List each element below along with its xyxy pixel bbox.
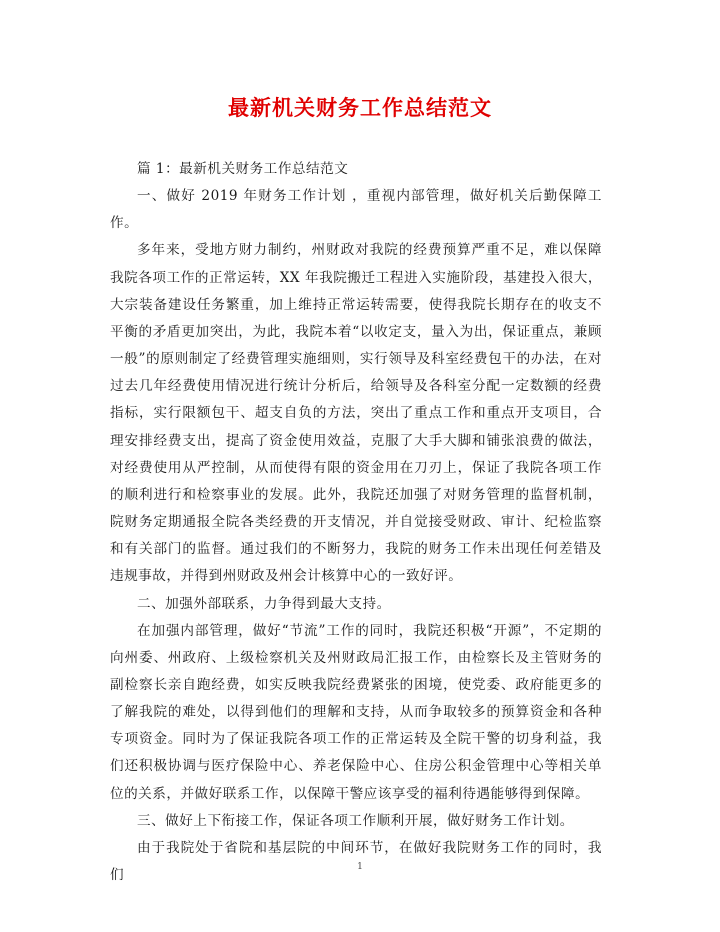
- page-number: 1: [357, 862, 363, 872]
- paragraph: 由于我院处于省院和基层院的中间环节，在做好我院财务工作的同时，我们: [110, 839, 602, 884]
- paragraph: 一、做好 2019 年财务工作计划 ，重视内部管理，做好机关后勤保障工作。: [110, 188, 602, 232]
- paragraph: 二、加强外部联系，力争得到最大支持。: [137, 595, 391, 612]
- paragraph: 多年来，受地方财力制约，州财政对我院的经费预算严重不足，难以保障我院各项工作的正常运转，XX 年我院搬迁工程进入实施阶段，基建投入很大，大宗装备建设任务繁重，加上维持正常运转需要，使得我院长期存在的收支不平衡的矛盾更加突出，为此，我院本着“以收定支，量入为出，保证重点，兼顾一般”的原则制定了经费管理实施细则，实行领导及科室经费包干的办法，在对过去几年经费使用情况进行统计分析后，给领导及各科室分配一定数额的经费指标，实行限额包干、超支自负的方法，突出了重点工作和重点开支项目，合理安排经费支出，提高了资金使用效益，克服了大手大脚和铺张浪费的做法，对经费使用从严控制，从而使得有限的资金用在刀刃上，保证了我院各项工作的顺利进行和检察事业的发展。此外，我院还加强了对财务管理的监督机制，院财务定期通报全院各类经费的开支情况，并自觉接受财政、审计、纪检监察和有关部门的监督。通过我们的不断努力，我院的财务工作未出现任何差错及违规事故，并得到州财政及州会计核算中心的一致好评。: [110, 242, 602, 585]
- paragraph: 在加强内部管理，做好“节流”工作的同时，我院还积极“开源”，不定期的向州委、州政府、上级检察机关及州财政局汇报工作，由检察长及主管财务的副检察长亲自跑经费，如实反映我院经费紧张的困境，使党委、政府能更多的了解我院的难处，以得到他们的理解和支持，从而争取较多的预算资金和各种专项资金。同时为了保证我院各项工作的正常运转及全院干警的切身利益，我们还积极协调与医疗保险中心、养老保险中心、住房公积金管理中心等相关单位的关系，并做好联系工作，以保障干警应该享受的福利待遇能够得到保障。: [110, 622, 602, 802]
- document-title: 最新机关财务工作总结范文: [228, 96, 492, 120]
- section-heading: 篇 1：最新机关财务工作总结范文: [137, 161, 349, 177]
- document-body: [110, 156, 602, 889]
- paragraph: 三、做好上下衔接工作，保证各项工作顺利开展，做好财务工作计划。: [137, 812, 574, 829]
